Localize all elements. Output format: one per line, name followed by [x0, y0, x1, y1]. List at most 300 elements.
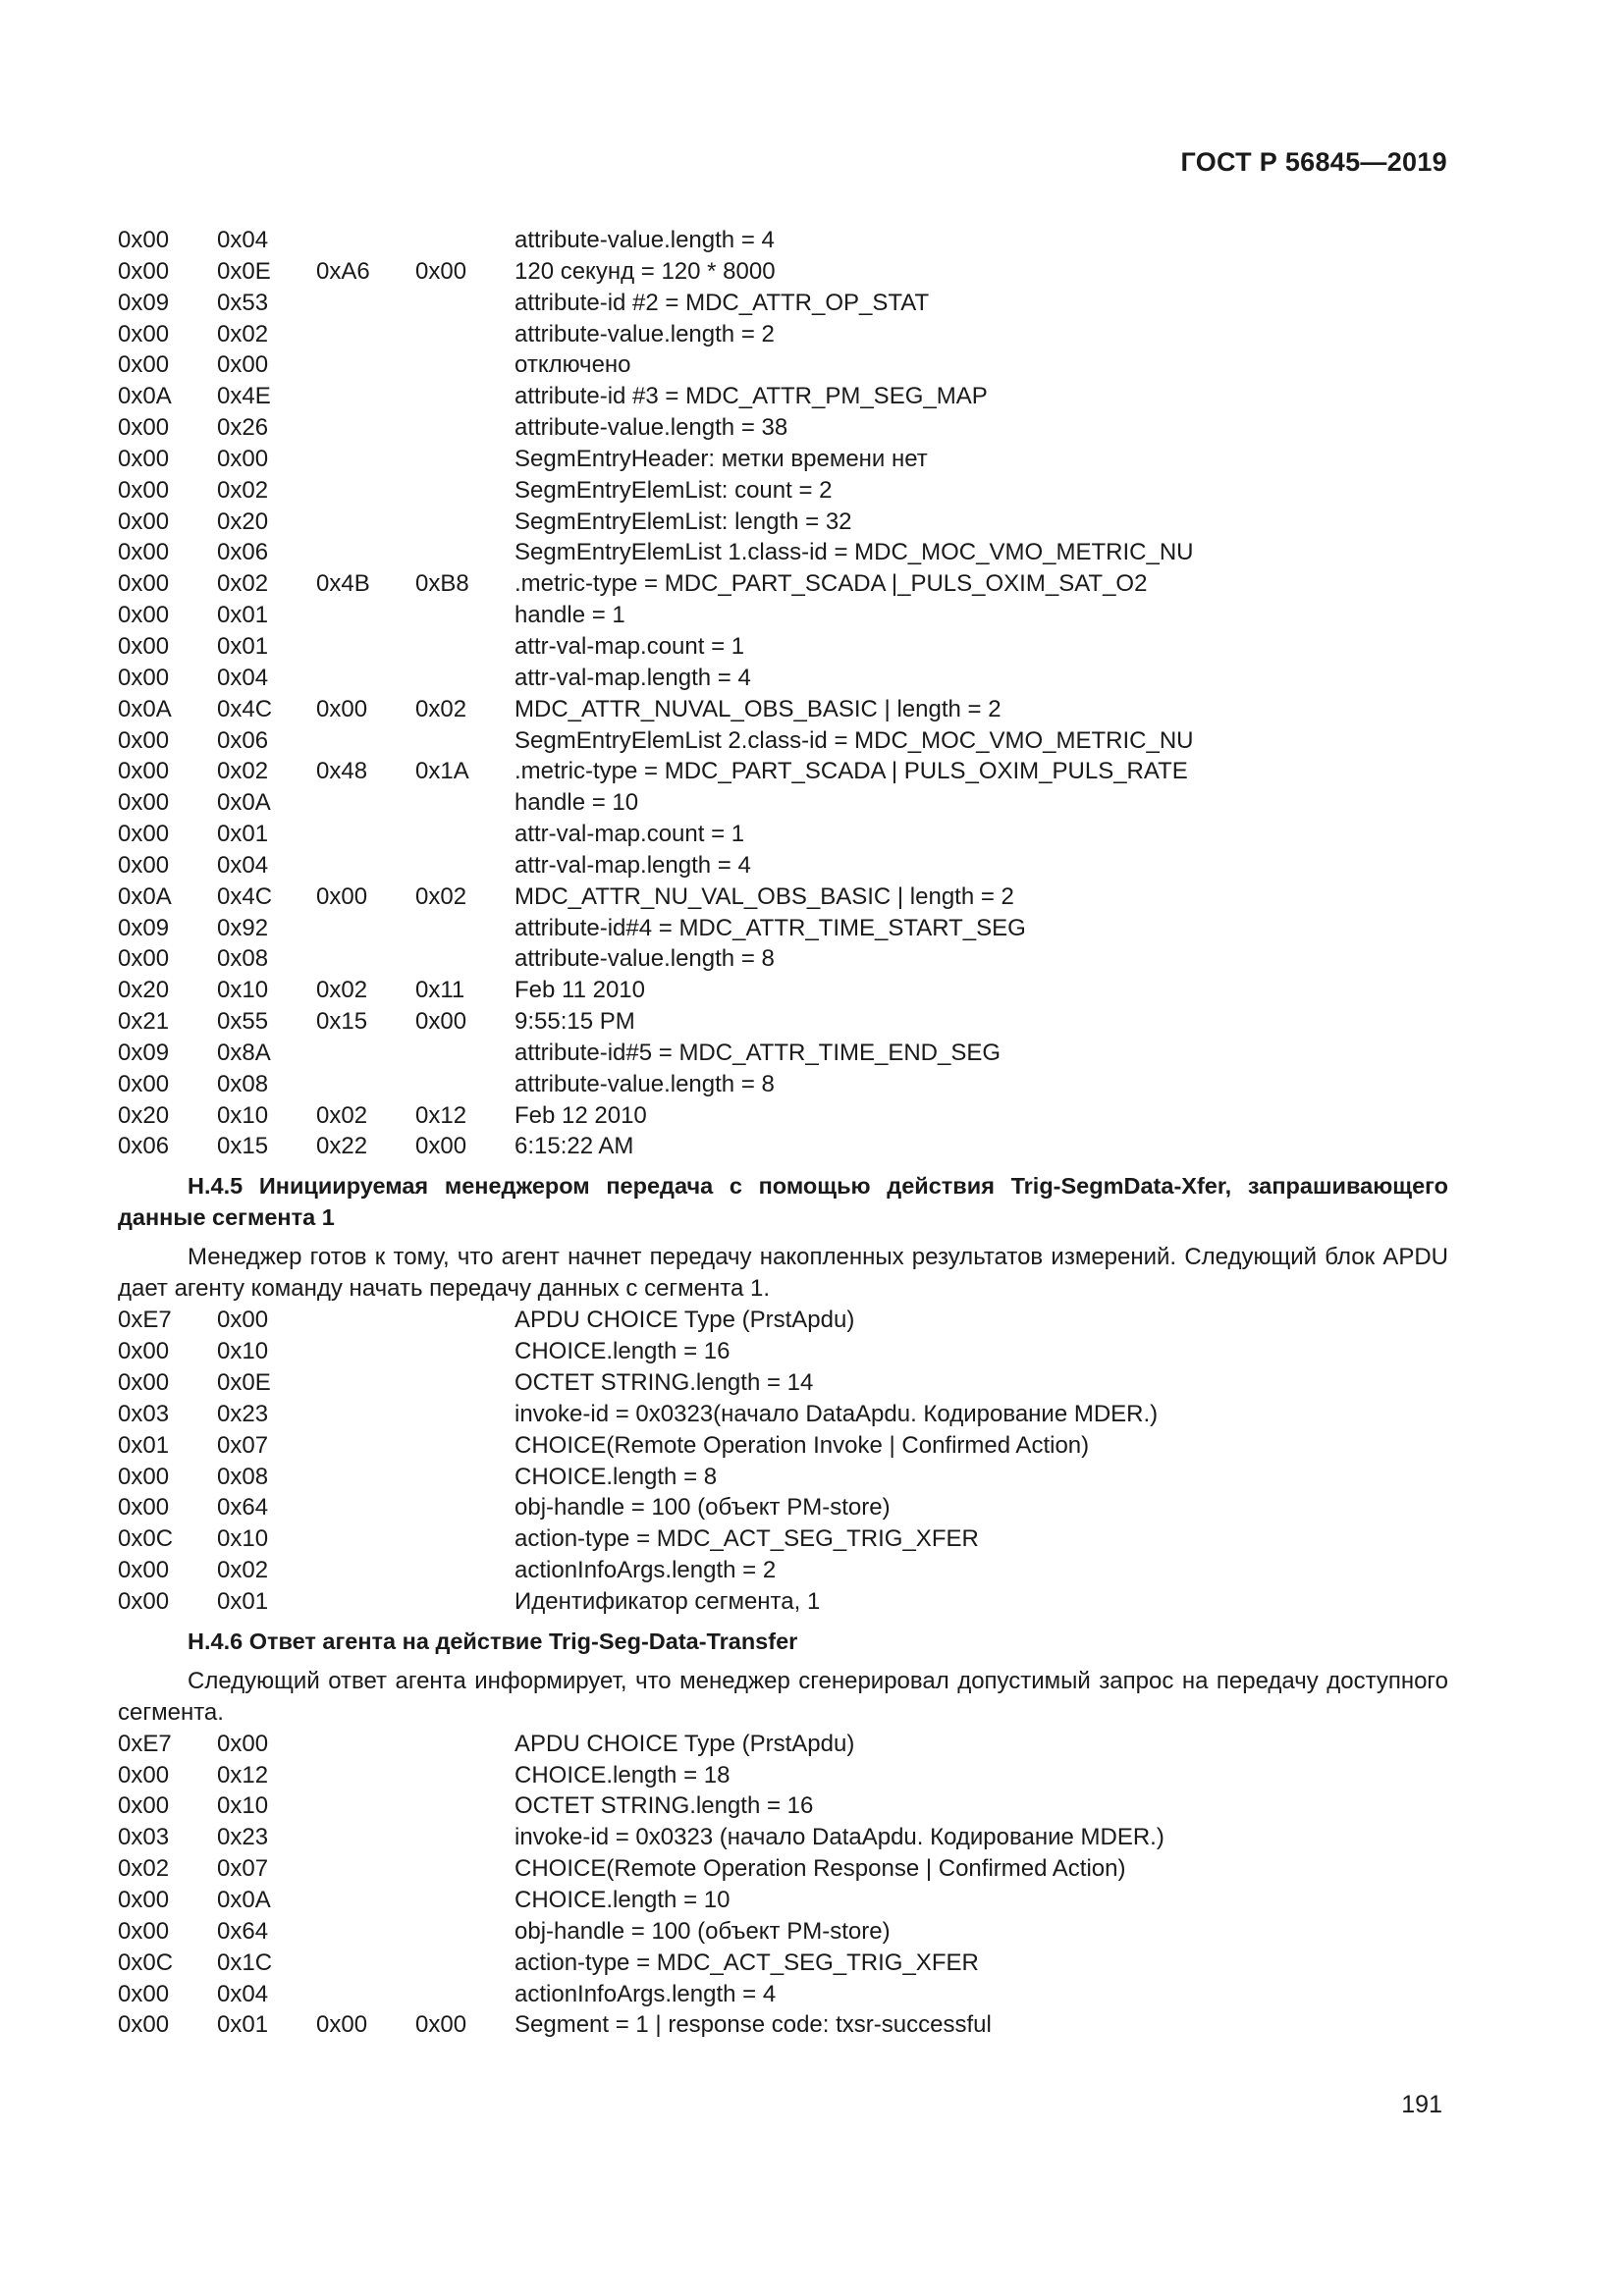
- byte4-cell: [415, 1822, 514, 1853]
- byte2-cell: 0x06: [217, 539, 269, 566]
- byte1-cell: 0x0A: [118, 882, 172, 910]
- description-cell: OCTET STRING.length = 14: [514, 1369, 814, 1396]
- byte4-cell: [415, 725, 514, 757]
- byte1-cell: 0x00: [118, 726, 170, 754]
- byte2-cell: 0x06: [217, 726, 269, 754]
- byte1-cell: 0x06: [118, 1133, 170, 1160]
- hex-row: [118, 1492, 1448, 1523]
- byte1-cell: 0x00: [118, 602, 170, 629]
- byte1-cell: 0x00: [118, 351, 170, 379]
- byte2-cell: 0x1C: [217, 1949, 273, 1976]
- description-cell: CHOICE.length = 8: [514, 1463, 718, 1490]
- byte1-cell: 0x00: [118, 1557, 170, 1584]
- description-cell: CHOICE(Remote Operation Response | Confirmed Action): [514, 1855, 1126, 1883]
- byte4-cell: [415, 850, 514, 881]
- byte3-cell: [316, 1916, 415, 1948]
- hex-row: [118, 1523, 1448, 1555]
- page-number: 191: [1401, 2091, 1442, 2118]
- byte2-cell: 0x4E: [217, 383, 271, 410]
- byte2-cell: 0x02: [217, 758, 269, 785]
- byte3-cell: [316, 631, 415, 663]
- description-cell: Идентификатор сегмента, 1: [514, 1587, 821, 1615]
- byte2-cell: 0x0E: [217, 1369, 271, 1396]
- byte1-cell: 0x09: [118, 1039, 170, 1066]
- byte4-cell: 0x02: [415, 882, 467, 910]
- description-cell: SegmEntryHeader: метки времени нет: [514, 445, 928, 472]
- byte1-cell: 0x09: [118, 289, 170, 316]
- section-heading-h46: H.4.6 Ответ агента на действие Trig-Seg-Data-Transfer: [188, 1628, 798, 1654]
- description-cell: attribute-id#5 = MDC_ATTR_TIME_END_SEG: [514, 1039, 1001, 1066]
- hex-row: [118, 1305, 1448, 1336]
- byte4-cell: [415, 1885, 514, 1916]
- description-cell: attr-val-map.length = 4: [514, 664, 751, 691]
- byte2-cell: 0x12: [217, 1761, 269, 1789]
- hex-row: [118, 756, 1448, 787]
- byte1-cell: 0x00: [118, 1369, 170, 1396]
- hex-row: [118, 1885, 1448, 1916]
- byte3-cell: [316, 1038, 415, 1069]
- hex-row: [118, 1430, 1448, 1462]
- byte3-cell: [316, 319, 415, 350]
- byte4-cell: [415, 913, 514, 944]
- byte4-cell: [415, 319, 514, 350]
- byte1-cell: 0x00: [118, 664, 170, 691]
- byte4-cell: [415, 1399, 514, 1430]
- byte4-cell: [415, 1336, 514, 1367]
- description-cell: APDU CHOICE Type (PrstApdu): [514, 1307, 855, 1334]
- byte4-cell: [415, 943, 514, 975]
- byte1-cell: 0x00: [118, 821, 170, 848]
- hex-row: [118, 319, 1448, 350]
- byte2-cell: 0x08: [217, 945, 269, 973]
- description-cell: attribute-id #3 = MDC_ATTR_PM_SEG_MAP: [514, 383, 988, 410]
- hex-row: [118, 1853, 1448, 1885]
- byte3-cell: [316, 225, 415, 256]
- byte3-cell: [316, 412, 415, 444]
- byte3-cell: 0x00: [316, 2011, 368, 2039]
- byte2-cell: 0x08: [217, 1070, 269, 1097]
- byte4-cell: 0xB8: [415, 570, 469, 598]
- byte3-cell: [316, 288, 415, 319]
- hex-dump-block-3: [118, 1729, 1448, 2041]
- byte1-cell: 0x20: [118, 977, 170, 1004]
- description-cell: CHOICE.length = 18: [514, 1761, 731, 1789]
- hex-row: [118, 1336, 1448, 1367]
- byte3-cell: [316, 349, 415, 381]
- hex-row: [118, 349, 1448, 381]
- byte1-cell: 0x00: [118, 476, 170, 504]
- byte4-cell: [415, 1948, 514, 1979]
- byte2-cell: 0x08: [217, 1463, 269, 1490]
- description-cell: attribute-value.length = 8: [514, 945, 775, 973]
- hex-row: [118, 787, 1448, 819]
- byte1-cell: 0x00: [118, 539, 170, 566]
- byte3-cell: [316, 1336, 415, 1367]
- byte3-cell: [316, 1760, 415, 1791]
- byte1-cell: 0x00: [118, 1886, 170, 1913]
- byte4-cell: [415, 663, 514, 694]
- byte4-cell: 0x00: [415, 257, 467, 285]
- byte2-cell: 0x01: [217, 2011, 269, 2039]
- description-cell: CHOICE(Remote Operation Invoke | Confirmed Action): [514, 1431, 1090, 1459]
- byte1-cell: 0x00: [118, 851, 170, 879]
- byte2-cell: 0x20: [217, 507, 269, 535]
- description-cell: attribute-id#4 = MDC_ATTR_TIME_START_SEG: [514, 914, 1026, 941]
- hex-row: [118, 600, 1448, 631]
- hex-row: [118, 412, 1448, 444]
- byte1-cell: 0x00: [118, 632, 170, 660]
- byte2-cell: 0x0A: [217, 1886, 271, 1913]
- byte4-cell: [415, 1853, 514, 1885]
- description-cell: attr-val-map.count = 1: [514, 632, 745, 660]
- byte3-cell: [316, 1069, 415, 1100]
- byte1-cell: 0x00: [118, 1494, 170, 1522]
- byte1-cell: 0x00: [118, 1917, 170, 1945]
- byte3-cell: [316, 381, 415, 412]
- byte4-cell: [415, 1729, 514, 1760]
- page-content: [118, 225, 1448, 2041]
- byte3-cell: [316, 1367, 415, 1399]
- byte3-cell: 0x00: [316, 695, 368, 722]
- hex-row: [118, 881, 1448, 913]
- byte1-cell: 0xE7: [118, 1730, 172, 1757]
- byte2-cell: 0x02: [217, 320, 269, 347]
- byte1-cell: 0x00: [118, 789, 170, 817]
- byte1-cell: 0x0A: [118, 383, 172, 410]
- byte1-cell: 0x00: [118, 1980, 170, 2007]
- hex-row: [118, 1100, 1448, 1132]
- byte1-cell: 0x0C: [118, 1525, 174, 1553]
- hex-row: [118, 1038, 1448, 1069]
- byte3-cell: 0x15: [316, 1008, 368, 1036]
- hex-row: [118, 850, 1448, 881]
- byte3-cell: [316, 1948, 415, 1979]
- byte3-cell: [316, 1523, 415, 1555]
- byte4-cell: [415, 1979, 514, 2010]
- byte4-cell: [415, 1523, 514, 1555]
- hex-row: [118, 1790, 1448, 1822]
- byte2-cell: 0x01: [217, 1587, 269, 1615]
- description-cell: 9:55:15 PM: [514, 1008, 635, 1036]
- byte2-cell: 0x23: [217, 1824, 269, 1851]
- description-cell: SegmEntryElemList 2.class-id = MDC_MOC_VMO_METRIC_NU: [514, 726, 1194, 754]
- byte4-cell: 0x00: [415, 1008, 467, 1036]
- hex-row: [118, 1729, 1448, 1760]
- byte4-cell: [415, 537, 514, 568]
- byte4-cell: [415, 1367, 514, 1399]
- description-cell: Feb 12 2010: [514, 1101, 647, 1129]
- byte2-cell: 0x92: [217, 914, 269, 941]
- description-cell: attribute-value.length = 8: [514, 1070, 775, 1097]
- hex-row: [118, 819, 1448, 850]
- byte4-cell: [415, 1069, 514, 1100]
- byte4-cell: [415, 475, 514, 507]
- byte3-cell: [316, 1853, 415, 1885]
- byte3-cell: 0x00: [316, 882, 368, 910]
- byte3-cell: 0x22: [316, 1133, 368, 1160]
- section-heading-h45: H.4.5 Инициируемая менеджером передача с помощью действия Trig-SegmData-Xfer, запрашивающего данные сегмента 1: [118, 1173, 1448, 1231]
- byte3-cell: [316, 913, 415, 944]
- byte2-cell: 0x10: [217, 977, 269, 1004]
- byte2-cell: 0x0E: [217, 257, 271, 285]
- byte3-cell: 0x02: [316, 977, 368, 1004]
- description-cell: attr-val-map.count = 1: [514, 821, 745, 848]
- description-cell: .metric-type = MDC_PART_SCADA | PULS_OXIM_PULS_RATE: [514, 758, 1188, 785]
- byte4-cell: 0x00: [415, 1133, 467, 1160]
- byte2-cell: 0x23: [217, 1400, 269, 1427]
- hex-row: [118, 975, 1448, 1006]
- byte1-cell: 0x03: [118, 1824, 170, 1851]
- byte3-cell: [316, 1885, 415, 1916]
- hex-row: [118, 256, 1448, 288]
- byte1-cell: 0x00: [118, 945, 170, 973]
- byte4-cell: 0x02: [415, 695, 467, 722]
- byte4-cell: [415, 819, 514, 850]
- byte4-cell: [415, 412, 514, 444]
- byte4-cell: [415, 631, 514, 663]
- byte3-cell: [316, 1492, 415, 1523]
- byte3-cell: [316, 537, 415, 568]
- byte2-cell: 0x02: [217, 476, 269, 504]
- byte4-cell: [415, 1462, 514, 1493]
- description-cell: 6:15:22 AM: [514, 1133, 634, 1160]
- byte1-cell: 0x00: [118, 1587, 170, 1615]
- byte4-cell: [415, 1916, 514, 1948]
- byte1-cell: 0x00: [118, 227, 170, 253]
- byte4-cell: [415, 1760, 514, 1791]
- hex-row: [118, 1822, 1448, 1853]
- description-cell: OCTET STRING.length = 16: [514, 1792, 814, 1820]
- byte3-cell: [316, 600, 415, 631]
- description-cell: SegmEntryElemList: count = 2: [514, 476, 833, 504]
- byte3-cell: [316, 1430, 415, 1462]
- byte3-cell: [316, 819, 415, 850]
- byte1-cell: 0x0A: [118, 695, 172, 722]
- description-cell: obj-handle = 100 (объект PM-store): [514, 1917, 891, 1945]
- description-cell: action-type = MDC_ACT_SEG_TRIG_XFER: [514, 1525, 979, 1553]
- description-cell: obj-handle = 100 (объект PM-store): [514, 1494, 891, 1522]
- byte3-cell: [316, 1555, 415, 1586]
- description-cell: MDC_ATTR_NU_VAL_OBS_BASIC | length = 2: [514, 882, 1014, 910]
- hex-row: [118, 663, 1448, 694]
- description-cell: отключено: [514, 351, 631, 379]
- hex-row: [118, 475, 1448, 507]
- byte1-cell: 0x00: [118, 1792, 170, 1820]
- hex-row: [118, 537, 1448, 568]
- byte3-cell: 0xA6: [316, 257, 370, 285]
- byte4-cell: [415, 381, 514, 412]
- hex-row: [118, 507, 1448, 538]
- byte1-cell: 0x00: [118, 320, 170, 347]
- byte3-cell: [316, 1305, 415, 1336]
- description-cell: invoke-id = 0x0323(начало DataApdu. Кодирование MDER.): [514, 1400, 1159, 1427]
- byte1-cell: 0x00: [118, 445, 170, 472]
- hex-dump-block-2: [118, 1305, 1448, 1617]
- description-cell: handle = 10: [514, 789, 639, 817]
- byte4-cell: 0x1A: [415, 758, 469, 785]
- hex-row: [118, 1006, 1448, 1038]
- description-cell: SegmEntryElemList 1.class-id = MDC_MOC_VMO_METRIC_NU: [514, 539, 1194, 566]
- byte1-cell: 0x00: [118, 2011, 170, 2039]
- description-cell: 120 секунд = 120 * 8000: [514, 257, 776, 285]
- byte3-cell: [316, 1979, 415, 2010]
- hex-row: [118, 725, 1448, 757]
- byte4-cell: 0x00: [415, 2011, 467, 2039]
- hex-row: [118, 1399, 1448, 1430]
- description-cell: CHOICE.length = 16: [514, 1338, 731, 1365]
- byte1-cell: 0x21: [118, 1008, 170, 1036]
- byte3-cell: [316, 1822, 415, 1853]
- description-cell: .metric-type = MDC_PART_SCADA |_PULS_OXIM_SAT_O2: [514, 570, 1148, 598]
- hex-row: [118, 1555, 1448, 1586]
- byte2-cell: 0x07: [217, 1855, 269, 1883]
- hex-row: [118, 1916, 1448, 1948]
- description-cell: handle = 1: [514, 602, 625, 629]
- hex-row: [118, 288, 1448, 319]
- byte1-cell: 0x00: [118, 507, 170, 535]
- description-cell: attribute-value.length = 38: [514, 414, 788, 442]
- byte4-cell: [415, 1586, 514, 1618]
- hex-row: [118, 568, 1448, 600]
- section-paragraph-h45: Менеджер готов к тому, что агент начнет передачу накопленных результатов измерений. Следующий блок APDU дает агенту команду начать передачу данных с сегмента 1.: [118, 1244, 1448, 1303]
- description-cell: actionInfoArgs.length = 4: [514, 1980, 777, 2007]
- description-cell: invoke-id = 0x0323 (начало DataApdu. Кодирование MDER.): [514, 1824, 1164, 1851]
- byte3-cell: [316, 663, 415, 694]
- byte1-cell: 0x09: [118, 914, 170, 941]
- byte2-cell: 0x64: [217, 1917, 269, 1945]
- byte2-cell: 0x00: [217, 445, 269, 472]
- byte4-cell: [415, 444, 514, 475]
- byte2-cell: 0x10: [217, 1525, 269, 1553]
- byte1-cell: 0x00: [118, 414, 170, 442]
- description-cell: attr-val-map.length = 4: [514, 851, 751, 879]
- hex-row: [118, 694, 1448, 725]
- hex-row: [118, 444, 1448, 475]
- byte3-cell: 0x02: [316, 1101, 368, 1129]
- byte4-cell: [415, 1555, 514, 1586]
- byte4-cell: [415, 1430, 514, 1462]
- byte2-cell: 0x10: [217, 1101, 269, 1129]
- hex-row: [118, 1462, 1448, 1493]
- description-cell: CHOICE.length = 10: [514, 1886, 731, 1913]
- byte1-cell: 0x02: [118, 1855, 170, 1883]
- byte3-cell: [316, 444, 415, 475]
- byte1-cell: 0x00: [118, 1338, 170, 1365]
- byte4-cell: [415, 349, 514, 381]
- description-cell: Segment = 1 | response code: txsr-successful: [514, 2011, 992, 2039]
- description-cell: SegmEntryElemList: length = 32: [514, 507, 852, 535]
- byte2-cell: 0x8A: [217, 1039, 271, 1066]
- byte3-cell: 0x48: [316, 758, 368, 785]
- description-cell: Feb 11 2010: [514, 977, 645, 1004]
- byte1-cell: 0x00: [118, 1761, 170, 1789]
- description-cell: attribute-value.length = 2: [514, 320, 775, 347]
- byte2-cell: 0x64: [217, 1494, 269, 1522]
- byte3-cell: [316, 507, 415, 538]
- description-cell: MDC_ATTR_NUVAL_OBS_BASIC | length = 2: [514, 695, 1001, 722]
- byte3-cell: [316, 475, 415, 507]
- byte2-cell: 0x10: [217, 1338, 269, 1365]
- byte1-cell: 0x0C: [118, 1949, 174, 1976]
- byte1-cell: 0x00: [118, 257, 170, 285]
- description-cell: action-type = MDC_ACT_SEG_TRIG_XFER: [514, 1949, 979, 1976]
- byte4-cell: [415, 1492, 514, 1523]
- byte1-cell: 0x20: [118, 1101, 170, 1129]
- byte1-cell: 0x01: [118, 1431, 170, 1459]
- byte3-cell: [316, 1462, 415, 1493]
- byte2-cell: 0x04: [217, 227, 269, 253]
- byte2-cell: 0x0A: [217, 789, 271, 817]
- description-cell: actionInfoArgs.length = 2: [514, 1557, 777, 1584]
- byte3-cell: [316, 1790, 415, 1822]
- byte4-cell: [415, 507, 514, 538]
- description-cell: attribute-value.length = 4: [514, 227, 775, 253]
- byte1-cell: 0x03: [118, 1400, 170, 1427]
- byte2-cell: 0x53: [217, 289, 269, 316]
- hex-dump-block-1: [118, 225, 1448, 1162]
- hex-row: [118, 225, 1448, 256]
- byte2-cell: 0x04: [217, 1980, 269, 2007]
- hex-row: [118, 1367, 1448, 1399]
- hex-row: [118, 1586, 1448, 1618]
- document-standard-header: ГОСТ Р 56845—2019: [1180, 147, 1447, 177]
- byte3-cell: [316, 1586, 415, 1618]
- byte2-cell: 0x00: [217, 1307, 269, 1334]
- byte2-cell: 0x04: [217, 851, 269, 879]
- hex-row: [118, 1760, 1448, 1791]
- byte1-cell: 0x00: [118, 758, 170, 785]
- byte3-cell: [316, 1729, 415, 1760]
- byte2-cell: 0x55: [217, 1008, 269, 1036]
- byte4-cell: 0x11: [415, 977, 465, 1004]
- byte2-cell: 0x15: [217, 1133, 269, 1160]
- byte3-cell: 0x4B: [316, 570, 370, 598]
- hex-row: [118, 1979, 1448, 2010]
- byte2-cell: 0x02: [217, 1557, 269, 1584]
- byte4-cell: [415, 600, 514, 631]
- byte2-cell: 0x10: [217, 1792, 269, 1820]
- byte2-cell: 0x00: [217, 1730, 269, 1757]
- byte4-cell: [415, 1305, 514, 1336]
- section-paragraph-h46: Следующий ответ агента информирует, что менеджер сгенерировал допустимый запрос на передачу доступного сегмента.: [118, 1667, 1448, 1726]
- hex-row: [118, 631, 1448, 663]
- description-cell: APDU CHOICE Type (PrstApdu): [514, 1730, 855, 1757]
- byte2-cell: 0x04: [217, 664, 269, 691]
- byte4-cell: [415, 288, 514, 319]
- byte1-cell: 0x00: [118, 1070, 170, 1097]
- byte2-cell: 0x26: [217, 414, 269, 442]
- byte3-cell: [316, 1399, 415, 1430]
- byte1-cell: 0x00: [118, 570, 170, 598]
- byte3-cell: [316, 943, 415, 975]
- hex-row: [118, 1131, 1448, 1162]
- byte2-cell: 0x4C: [217, 695, 273, 722]
- hex-row: [118, 2009, 1448, 2041]
- byte3-cell: [316, 850, 415, 881]
- byte1-cell: 0x00: [118, 1463, 170, 1490]
- hex-row: [118, 1948, 1448, 1979]
- byte2-cell: 0x01: [217, 602, 269, 629]
- byte3-cell: [316, 725, 415, 757]
- byte4-cell: [415, 1038, 514, 1069]
- hex-row: [118, 913, 1448, 944]
- hex-row: [118, 943, 1448, 975]
- byte2-cell: 0x00: [217, 351, 269, 379]
- byte2-cell: 0x07: [217, 1431, 269, 1459]
- byte2-cell: 0x02: [217, 570, 269, 598]
- byte3-cell: [316, 787, 415, 819]
- description-cell: attribute-id #2 = MDC_ATTR_OP_STAT: [514, 289, 930, 316]
